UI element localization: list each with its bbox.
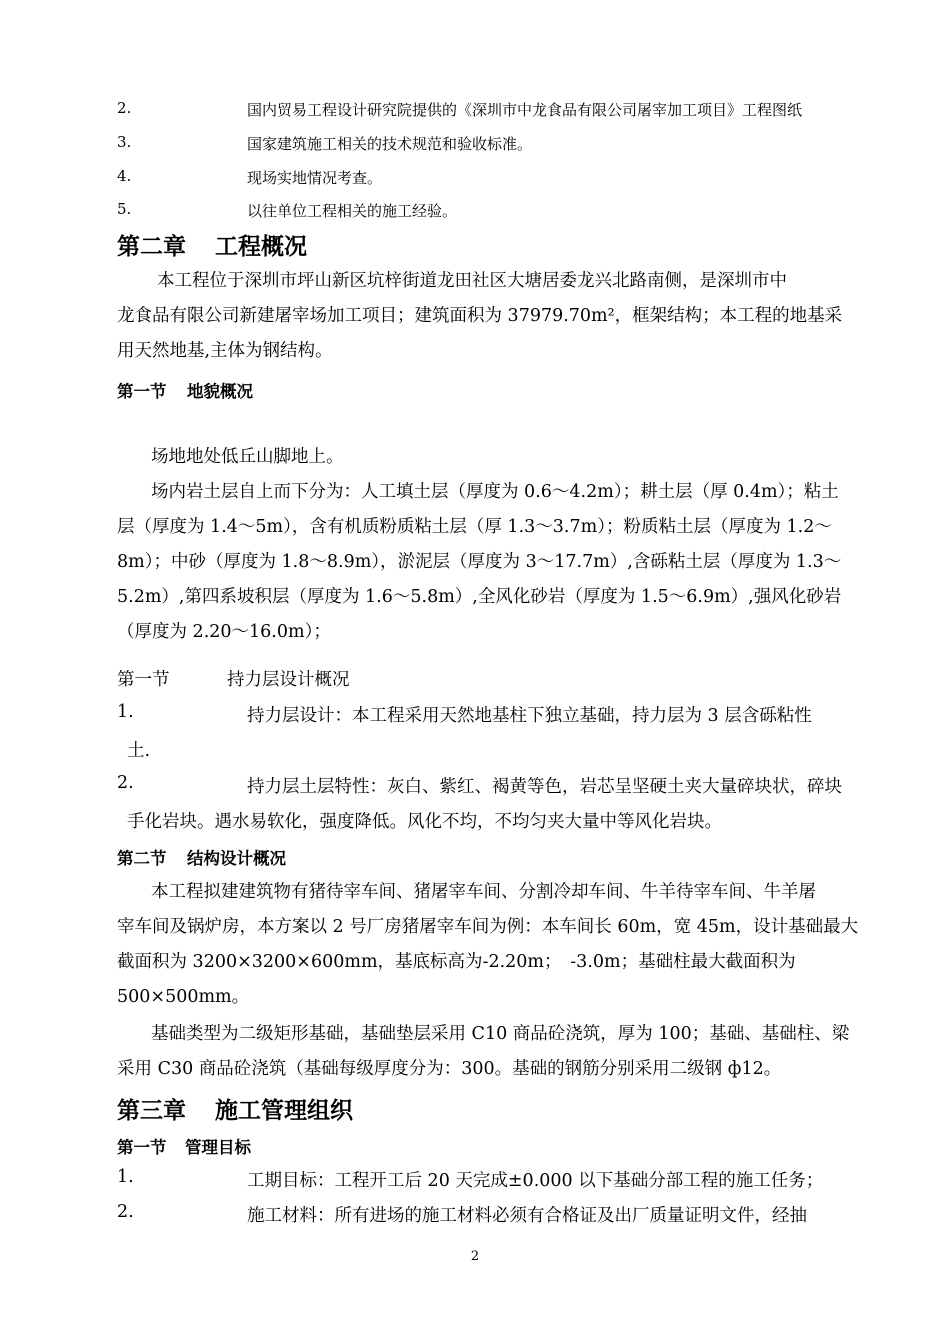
list-number: 3.: [117, 133, 132, 151]
paragraph-line: 龙食品有限公司新建屠宰场加工项目；建筑面积为 37979.70m²，框架结构；本工程的地基采: [117, 306, 843, 326]
paragraph-line: 场内岩土层自上而下分为：人工填土层（厚度为 0.6～4.2m）；耕土层（厚 0.4m）；粘土: [151, 482, 839, 502]
paragraph: [117, 264, 862, 369]
list-text: 施工材料：所有进场的施工材料必须有合格证及出厂质量证明文件，经抽: [247, 1206, 807, 1226]
list-text: 工期目标：工程开工后 20 天完成±0.000 以下基础分部工程的施工任务；: [247, 1171, 824, 1191]
chapter-heading: [117, 1092, 862, 1125]
list-number: 2.: [117, 773, 134, 793]
list-text: 现场实地情况考查。: [247, 169, 383, 187]
section-title: 管理目标: [185, 1138, 251, 1157]
list-text: 手化岩块。遇水易软化，强度降低。风化不均，不均匀夹大量中等风化岩块。: [127, 812, 722, 832]
paragraph-line: 场地地处低丘山脚地上。: [151, 447, 344, 467]
chapter-label: 第二章: [117, 234, 186, 260]
paragraph: [117, 875, 862, 1015]
section-title: 地貌概况: [187, 382, 253, 401]
paragraph-line: 宰车间及锅炉房，本方案以 2 号厂房猪屠宰车间为例：本车间长 60m，宽 45m，设计基础最大: [117, 917, 859, 937]
paragraph-line: 本工程拟建建筑物有猪待宰车间、猪屠宰车间、分割冷却车间、牛羊待宰车间、牛羊屠: [151, 882, 816, 902]
list-number: 2.: [117, 99, 132, 117]
section-title: 持力层设计概况: [227, 670, 350, 690]
paragraph-line: 8m）；中砂（厚度为 1.8～8.9m），淤泥层（厚度为 3～17.7m）,含砾粘土层（厚度为 1.3～: [117, 552, 842, 572]
paragraph-line: 用天然地基,主体为钢结构。: [117, 341, 333, 361]
page-number: 2: [470, 1249, 480, 1264]
section-label: 第一节: [117, 670, 170, 690]
list-text: 土.: [127, 741, 151, 761]
paragraph: [117, 1017, 862, 1087]
paragraph-line: 基础类型为二级矩形基础，基础垫层采用 C10 商品砼浇筑，厚为 100；基础、基础柱、梁: [151, 1024, 850, 1044]
section-title: 结构设计概况: [187, 849, 286, 868]
section-label: 第一节: [117, 382, 167, 401]
list-continuation: [127, 808, 862, 833]
list-number: 2.: [117, 1202, 134, 1222]
paragraph-line: 层（厚度为 1.4～5m），含有机质粉质粘土层（厚 1.3～3.7m）；粉质粘土层（厚度为 1.2～: [117, 517, 832, 537]
paragraph-line: 采用 C30 商品砼浇筑（基础每级厚度分为：300。基础的钢筋分别采用二级钢 ф12。: [117, 1059, 782, 1079]
section-heading: [117, 1134, 862, 1158]
paragraph: [117, 440, 862, 475]
list-number: 4.: [117, 167, 132, 185]
section-heading: [117, 845, 862, 869]
list-number: 5.: [117, 200, 132, 218]
section-heading: [117, 378, 862, 402]
paragraph-line: 本工程位于深圳市坪山新区坑梓街道龙田社区大塘居委龙兴北路南侧，是深圳市中: [157, 271, 787, 291]
list-continuation: [127, 737, 862, 762]
chapter-title: 工程概况: [215, 234, 307, 260]
section-label: 第二节: [117, 849, 167, 868]
list-text: 国家建筑施工相关的技术规范和验收标准。: [247, 135, 533, 153]
section-heading: [117, 666, 862, 691]
list-text: 以往单位工程相关的施工经验。: [247, 202, 458, 220]
list-text: 国内贸易工程设计研究院提供的《深圳市中龙食品有限公司屠宰加工项目》工程图纸: [247, 101, 803, 119]
list-text: 持力层土层特性：灰白、紫红、褐黄等色，岩芯呈坚硬土夹大量碎块状，碎块: [247, 777, 842, 797]
paragraph-line: 500×500mm。: [117, 987, 250, 1007]
list-number: 1.: [117, 1167, 134, 1187]
chapter-label: 第三章: [117, 1098, 186, 1124]
list-text: 持力层设计：本工程采用天然地基柱下独立基础，持力层为 3 层含砾粘性: [247, 706, 812, 726]
paragraph-line: （厚度为 2.20～16.0m）；: [117, 622, 331, 642]
paragraph-line: 5.2m）,第四系坡积层（厚度为 1.6～5.8m）,全风化砂岩（厚度为 1.5～6.9m）,强风化砂岩: [117, 587, 842, 607]
paragraph-line: 截面积为 3200×3200×600mm，基底标高为-2.20m； -3.0m；基础柱最大截面积为: [117, 952, 796, 972]
chapter-title: 施工管理组织: [215, 1098, 353, 1124]
paragraph: [117, 475, 862, 650]
chapter-heading: [117, 228, 862, 261]
section-label: 第一节: [117, 1138, 167, 1157]
list-number: 1.: [117, 702, 134, 722]
